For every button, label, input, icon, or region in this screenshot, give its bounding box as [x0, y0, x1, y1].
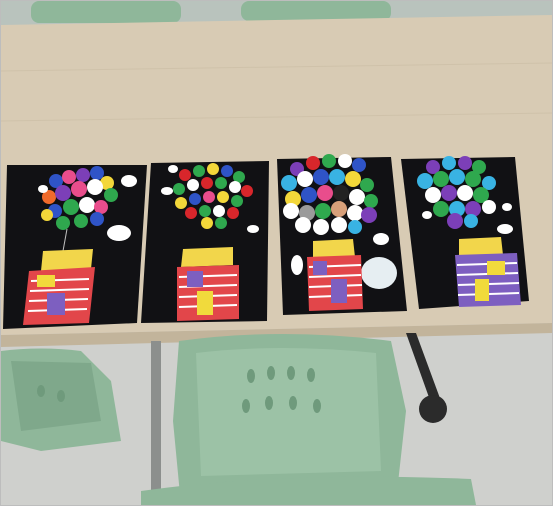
chair-left-back [11, 361, 101, 431]
window [187, 271, 203, 287]
cloud [502, 203, 512, 211]
cloud [497, 224, 513, 234]
artwork-4 [401, 156, 529, 309]
far-chair [31, 1, 181, 23]
chair-center-back [196, 348, 381, 476]
artwork-2 [141, 161, 269, 323]
cloud [161, 187, 173, 195]
table-leg [151, 341, 161, 501]
moon [361, 257, 397, 289]
window [313, 261, 327, 275]
cloud [168, 165, 178, 173]
cloud [107, 225, 131, 241]
cloud [291, 255, 303, 275]
door [197, 291, 213, 315]
cloud [422, 211, 432, 219]
window [37, 275, 55, 287]
door [475, 279, 489, 301]
cloud [38, 185, 48, 193]
artwork-1 [3, 165, 147, 329]
far-chair [241, 1, 391, 21]
roof [181, 247, 233, 267]
door [331, 279, 347, 303]
cloud [373, 233, 389, 245]
leg-foot [419, 395, 447, 423]
artwork-3 [277, 154, 407, 315]
door [47, 293, 65, 315]
cloud [121, 175, 137, 187]
classroom-photo [1, 1, 552, 505]
window [487, 261, 505, 275]
cloud [247, 225, 259, 233]
